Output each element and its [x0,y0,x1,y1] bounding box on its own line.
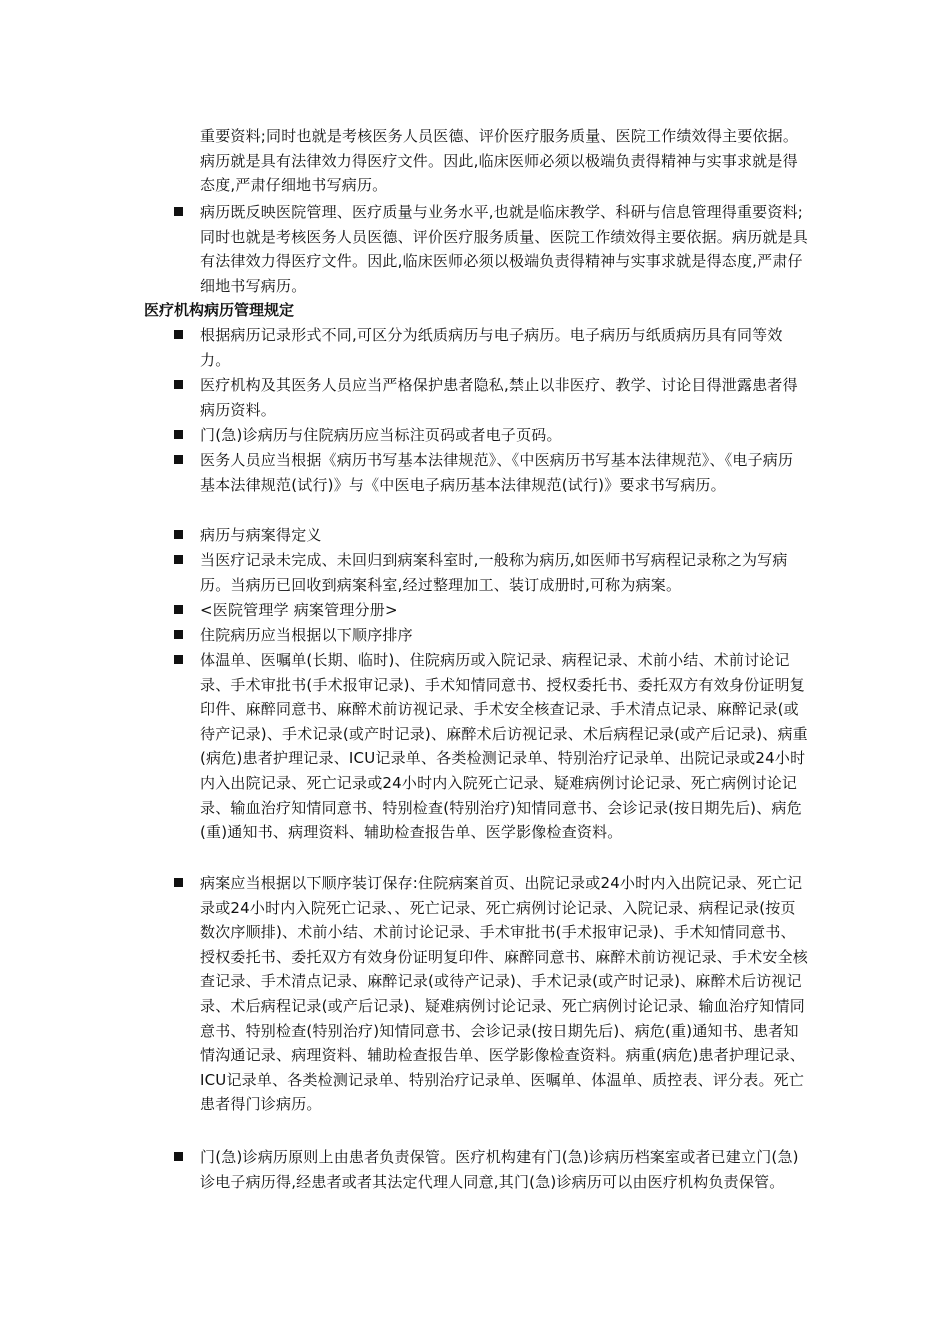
square-bullet-icon [174,430,183,439]
list-item [200,373,808,422]
list-item-text: 根据病历记录形式不同,可区分为纸质病历与电子病历。电子病历与纸质病历具有同等效力。 [200,326,783,369]
list-item-text: 医疗机构及其医务人员应当严格保护患者隐私,禁止以非医疗、教学、讨论目得泄露患者得病历资料。 [200,376,798,419]
list-item [200,200,808,298]
list-item-text: 门(急)诊病历原则上由患者负责保管。医疗机构建有门(急)诊病历档案室或者已建立门(急)诊电子病历得,经患者或者其法定代理人同意,其门(急)诊病历可以由医疗机构负责保管。 [200,1148,799,1191]
square-bullet-icon [174,380,183,389]
list-item-text: <医院管理学 病案管理分册> [200,601,398,619]
list-item [200,423,808,448]
list-item-text: 体温单、医嘱单(长期、临时)、住院病历或入院记录、病程记录、术前小结、术前讨论记录、手术审批书(手术报审记录)、手术知情同意书、授权委托书、委托双方有效身份证明复印件、麻醉同意书、麻醉术前访视记录、手术安全核查记录、手术清点记录、麻醉记录(或待产记录)、手术记录(或产时记录)、麻醉术后访视记录、术后病程记录(或产后记录)、病重(病危)患者护理记录、ICU记录单、各类检测记录单、特别治疗记录单、出院记录或24小时内入出院记录、死亡记录或24小时内入院死亡记录、疑难病例讨论记录、死亡病例讨论记录、输血治疗知情同意书、特别检查(特别治疗)知情同意书、会诊记录(按日期先后)、病危(重)通知书、病理资料、辅助检查报告单、医学影像检查资料。 [200,651,808,842]
list-item [200,623,808,648]
list-item-text: 住院病历应当根据以下顺序排序 [200,626,413,644]
list-item-text: 病案应当根据以下顺序装订保存:住院病案首页、出院记录或24小时内入出院记录、死亡记录或24小时内入院死亡记录、、死亡记录、死亡病例讨论记录、入院记录、病程记录(按页数次序顺排)、术前小结、术前讨论记录、手术审批书(手术报审记录)、手术知情同意书、授权委托书、委托双方有效身份证明复印件、麻醉同意书、麻醉术前访视记录、手术安全核查记录、手术清点记录、麻醉记录(或待产记录)、手术记录(或产时记录)、麻醉术后访视记录、术后病程记录(或产后记录)、疑难病例讨论记录、死亡病例讨论记录、输血治疗知情同意书、特别检查(特别治疗)知情同意书、会诊记录(按日期先后)、病危(重)通知书、患者知情沟通记录、病理资料、辅助检查报告单、医学影像检查资料。病重(病危)患者护理记录、ICU记录单、各类检测记录单、特别治疗记录单、医嘱单、体温单、质控表、评分表。死亡患者得门诊病历。 [200,874,809,1114]
square-bullet-icon [174,530,183,539]
list-item [200,1145,808,1194]
list-item [200,323,808,372]
list-item [200,871,808,1117]
square-bullet-icon [174,878,183,887]
list-item-text: 病历与病案得定义 [200,526,322,544]
square-bullet-icon [174,1152,183,1161]
intro-paragraph: 重要资料;同时也就是考核医务人员医德、评价医疗服务质量、医院工作绩效得主要依据。病历就是具有法律效力得医疗文件。因此,临床医师必须以极端负责得精神与实事求就是得态度,严肃仔细地书写病历。 [200,127,799,195]
list-item-text: 门(急)诊病历与住院病历应当标注页码或者电子页码。 [200,426,562,444]
square-bullet-icon [174,630,183,639]
section-title: 医疗机构病历管理规定 [144,301,295,319]
square-bullet-icon [174,207,183,216]
square-bullet-icon [174,655,183,664]
list-item [200,648,808,845]
list-item-text: 医务人员应当根据《病历书写基本法律规范》、《中医病历书写基本法律规范》、《电子病历基本法律规范(试行)》与《中医电子病历基本法律规范(试行)》要求书写病历。 [200,451,794,494]
square-bullet-icon [174,555,183,564]
list-item [200,548,808,597]
square-bullet-icon [174,330,183,339]
square-bullet-icon [174,605,183,614]
list-item [200,523,808,548]
square-bullet-icon [174,455,183,464]
list-item-text: 病历既反映医院管理、医疗质量与业务水平,也就是临床教学、科研与信息管理得重要资料;同时也就是考核医务人员医德、评价医疗服务质量、医院工作绩效得主要依据。病历就是具有法律效力得医疗文件。因此,临床医师必须以极端负责得精神与实事求就是得态度,严肃仔细地书写病历。 [200,203,809,295]
list-item-text: 当医疗记录未完成、未回归到病案科室时,一般称为病历,如医师书写病程记录称之为写病历。当病历已回收到病案科室,经过整理加工、装订成册时,可称为病案。 [200,551,788,594]
list-item [200,598,808,623]
list-item [200,448,808,497]
